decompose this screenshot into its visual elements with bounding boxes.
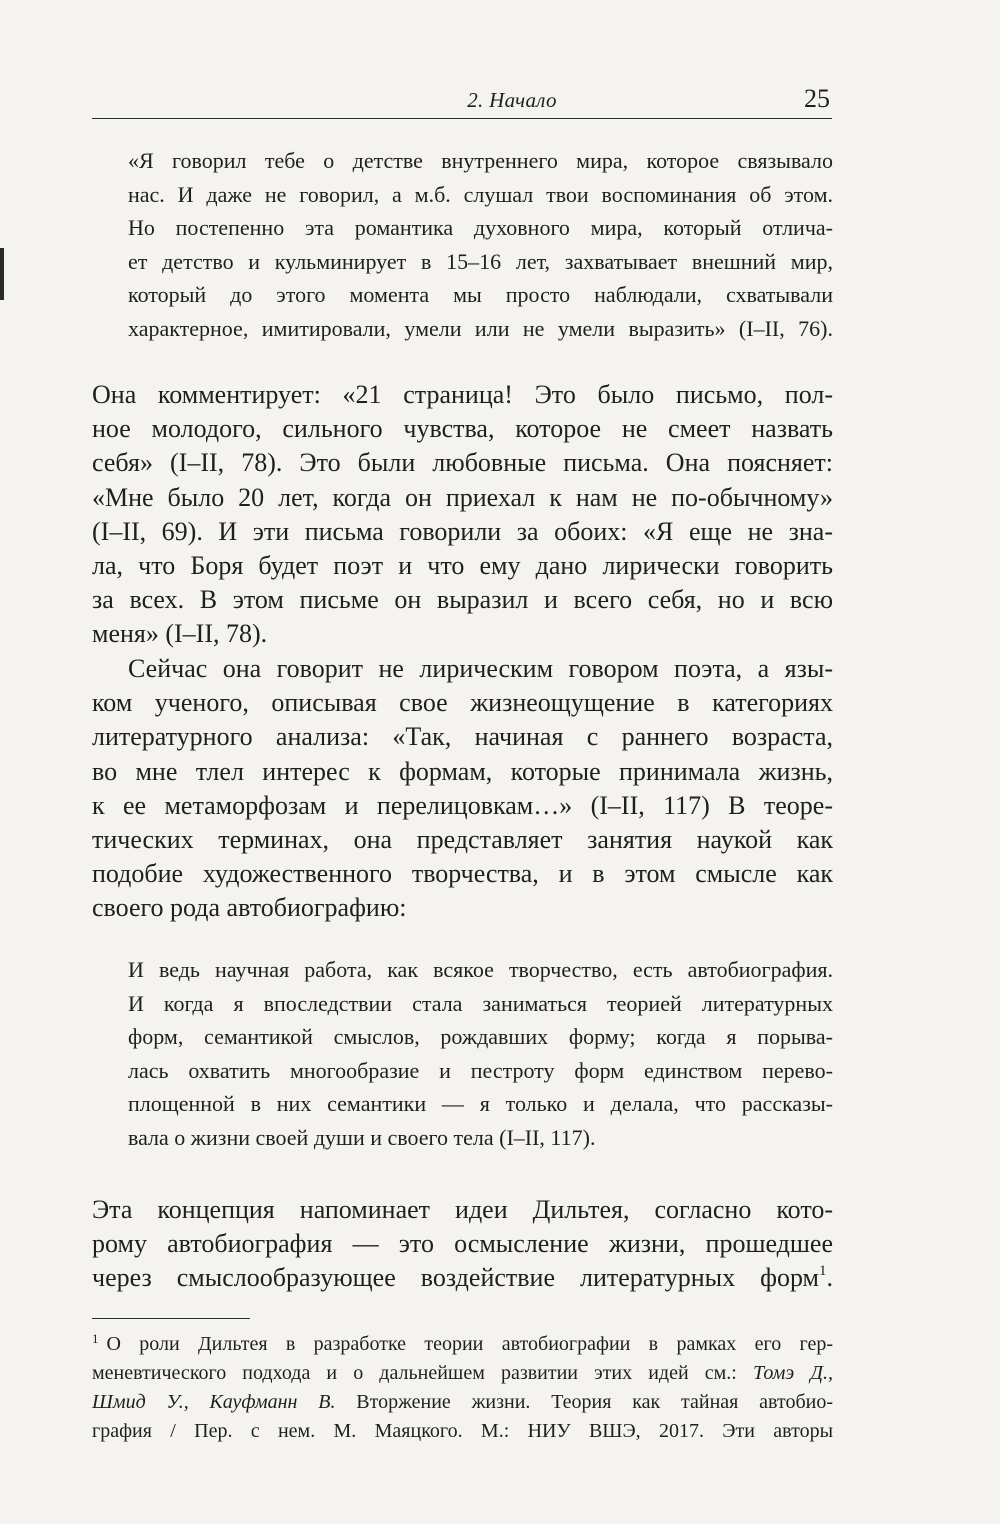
footnote-reference[interactable]: 1 — [819, 1263, 827, 1280]
paragraph-line: своего рода автобиографию: — [92, 893, 407, 923]
quote-line: характерное, имитировали, умели или не умели выразить» (I–II, 76). — [128, 315, 833, 341]
paragraph-2 — [92, 652, 833, 926]
paragraph-line: подобие художественного творчества, и в этом смысле как — [92, 859, 833, 889]
page-edge-mark — [0, 248, 4, 300]
paragraph-line: меня» (I–II, 78). — [92, 619, 268, 649]
quote-line: площенной в них семантики — я только и делала, что рассказы- — [128, 1091, 833, 1117]
footnote-authors: Шмид У., Кауфманн В. — [92, 1391, 336, 1413]
footnote-authors: Томэ Д., — [752, 1362, 833, 1384]
footnote-number: 1 — [92, 1331, 99, 1346]
footnote-text: Вторжение жизни. Теория как тайная автобио- — [356, 1391, 833, 1413]
quote-line: нас. И даже не говорил, а м.б. слушал твои воспоминания об этом. — [128, 181, 833, 207]
quote-line: И когда я впоследствии стала заниматься теорией литературных — [128, 990, 833, 1016]
paragraph-line: тических терминах, она представляет занятия наукой как — [92, 825, 833, 855]
paragraph-line: себя» (I–II, 78). Это были любовные письма. Она поясняет: — [92, 448, 833, 478]
paragraph-line: к ее метаморфозам и перелицовкам…» (I–II, 117) В теоре- — [92, 790, 833, 820]
paragraph-1 — [92, 378, 833, 652]
paragraph-line: во мне тлел интерес к формам, которые принимала жизнь, — [92, 756, 833, 786]
end-punctuation: . — [826, 1263, 833, 1293]
paragraph-line-last — [92, 1261, 833, 1295]
footnote-line — [92, 1417, 833, 1446]
footnote-line — [92, 1324, 833, 1359]
paragraph-line: «Мне было 20 лет, когда он приехал к нам не по-обычному» — [92, 482, 833, 512]
block-quote-1 — [128, 144, 833, 346]
footnote-text: меневтического подхода и о дальнейшем развитии этих идей см.: — [92, 1362, 737, 1384]
paragraph-line: ное молодого, сильного чувства, которое не смеет назвать — [92, 414, 833, 444]
paragraph-line: литературного анализа: «Так, начиная с раннего возраста, — [92, 722, 833, 752]
paragraph-line: Эта концепция напоминает идеи Дильтея, согласно кото- — [92, 1195, 833, 1224]
paragraph-line-text: через смыслообразующее воздействие литературных форм — [92, 1263, 819, 1293]
block-quote-2 — [128, 953, 833, 1155]
running-header — [92, 84, 832, 119]
footnote-text: О роли Дильтея в разработке теории автобиографии в рамках его гер- — [106, 1333, 833, 1355]
paragraph-line: за всех. В этом письме он выразил и всего себя, но и всю — [92, 585, 833, 615]
quote-line: лась охватить многообразие и пестроту форм единством перево- — [128, 1057, 833, 1083]
paragraph-line: (I–II, 69). И эти письма говорили за обоих: «Я еще не зна- — [92, 516, 833, 546]
quote-line: «Я говорил тебе о детстве внутреннего мира, которое связывало — [128, 148, 833, 173]
quote-line: И ведь научная работа, как всякое творчество, есть автобиография. — [128, 957, 833, 982]
footnote-line — [92, 1359, 833, 1388]
quote-line: ет детство и кульминирует в 15–16 лет, захватывает внешний мир, — [128, 248, 833, 274]
quote-line: Но постепенно эта романтика духовного мира, который отлича- — [128, 215, 833, 241]
paragraph-line: Она комментирует: «21 страница! Это было письмо, пол- — [92, 380, 833, 409]
page-number: 25 — [804, 84, 830, 113]
quote-line: вала о жизни своей души и своего тела (I–II, 117). — [128, 1124, 596, 1150]
footnote-divider — [92, 1318, 250, 1319]
footnote — [92, 1324, 833, 1446]
quote-line: форм, семантикой смыслов, рождавших форму; когда я порыва- — [128, 1024, 833, 1050]
paragraph-line: рому автобиография — это осмысление жизни, прошедшее — [92, 1229, 833, 1259]
quote-line: который до этого момента мы просто наблюдали, схватывали — [128, 282, 833, 308]
paragraph-line: Сейчас она говорит не лирическим говором поэта, а язы- — [128, 654, 833, 683]
paragraph-3 — [92, 1193, 833, 1296]
paragraph-line: ла, что Боря будет поэт и что ему дано лирически говорить — [92, 551, 833, 581]
section-title: 2. Начало — [467, 88, 557, 112]
footnote-line — [92, 1388, 833, 1417]
footnote-text: графия / Пер. с нем. М. Маяцкого. М.: НИУ ВШЭ, 2017. Эти авторы — [92, 1420, 833, 1442]
paragraph-line: ком ученого, описывая свое жизнеощущение в категориях — [92, 688, 833, 718]
